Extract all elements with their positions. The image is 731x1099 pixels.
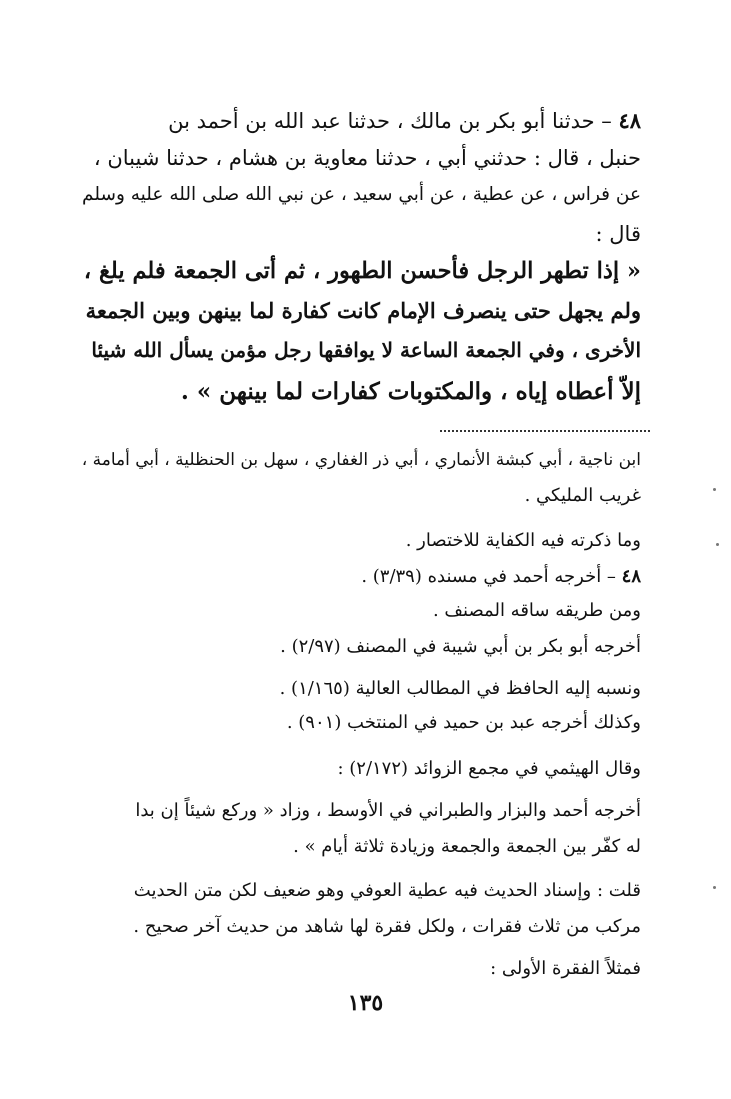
footnote-line-7: ونسبه إليه الحافظ في المطالب العالية (١/١٦٥) .	[279, 678, 641, 699]
footnote-line-9: وقال الهيثمي في مجمع الزوائد (٢/١٧٢) :	[337, 758, 641, 779]
page-number: ١٣٥	[347, 990, 384, 1016]
isnad-line-1-text: – حدثنا أبو بكر بن مالك ، حدثنا عبد الله بن أحمد بن	[168, 109, 619, 133]
footnote-line-13: مركب من ثلاث فقرات ، ولكل فقرة لها شاهد من حديث آخر صحيح .	[133, 916, 641, 937]
footnote-line-14: فمثلاً الفقرة الأولى :	[490, 958, 641, 979]
footnote-line-8: وكذلك أخرجه عبد بن حميد في المنتخب (٩٠١) .	[286, 712, 641, 733]
footnote-line-6: أخرجه أبو بكر بن أبي شيبة في المصنف (٢/٩٧) .	[280, 636, 641, 657]
isnad-line-1	[82, 108, 641, 133]
footnote-line-5: ومن طريقه ساقه المصنف .	[432, 600, 641, 621]
isnad-line-3: عن فراس ، عن عطية ، عن أبي سعيد ، عن نبي الله صلى الله عليه وسلم	[82, 184, 641, 205]
footnote-line-4-text: – أخرجه أحمد في مسنده (٣/٣٩) .	[361, 566, 622, 587]
footnote-line-11: له كفّر بين الجمعة والجمعة وزيادة ثلاثة أيام » .	[293, 836, 641, 857]
hadith-text-line-2: ولم يجهل حتى ينصرف الإمام كانت كفارة لما بينهن وبين الجمعة	[85, 298, 641, 323]
isnad-line-4: قال :	[595, 222, 641, 246]
footnote-line-10: أخرجه أحمد والبزار والطبراني في الأوسط ، وزاد « وركع شيئاً إن بدا	[135, 800, 641, 821]
scan-speck	[713, 488, 716, 491]
footnote-line-1: ابن ناجية ، أبي كبشة الأنماري ، أبي ذر الغفاري ، سهل بن الحنظلية ، أبي أمامة ،	[81, 450, 641, 470]
isnad-line-2: حنبل ، قال : حدثني أبي ، حدثنا معاوية بن هشام ، حدثنا شيبان ،	[93, 146, 641, 170]
footnote-line-3: وما ذكرته فيه الكفاية للاختصار .	[405, 530, 641, 551]
footnote-separator	[440, 430, 650, 432]
footnote-line-4	[82, 566, 641, 587]
footnote-line-12: قلت : وإسناد الحديث فيه عطية العوفي وهو ضعيف لكن متن الحديث	[133, 880, 641, 901]
scan-speck	[716, 543, 719, 546]
footnote-number: ٤٨	[621, 566, 641, 587]
hadith-text-line-4: إلاّ أعطاه إياه ، والمكتوبات كفارات لما بينهن » .	[180, 378, 641, 405]
hadith-text-line-3: الأخرى ، وفي الجمعة الساعة لا يوافقها رجل مؤمن يسأل الله شيئا	[91, 338, 641, 362]
footnote-line-2: غريب المليكي .	[524, 485, 641, 506]
scan-speck	[713, 886, 716, 889]
hadith-text-line-1: « إذا تطهر الرجل فأحسن الطهور ، ثم أتى الجمعة فلم يلغ ،	[83, 258, 641, 284]
hadith-number: ٤٨	[618, 108, 641, 133]
